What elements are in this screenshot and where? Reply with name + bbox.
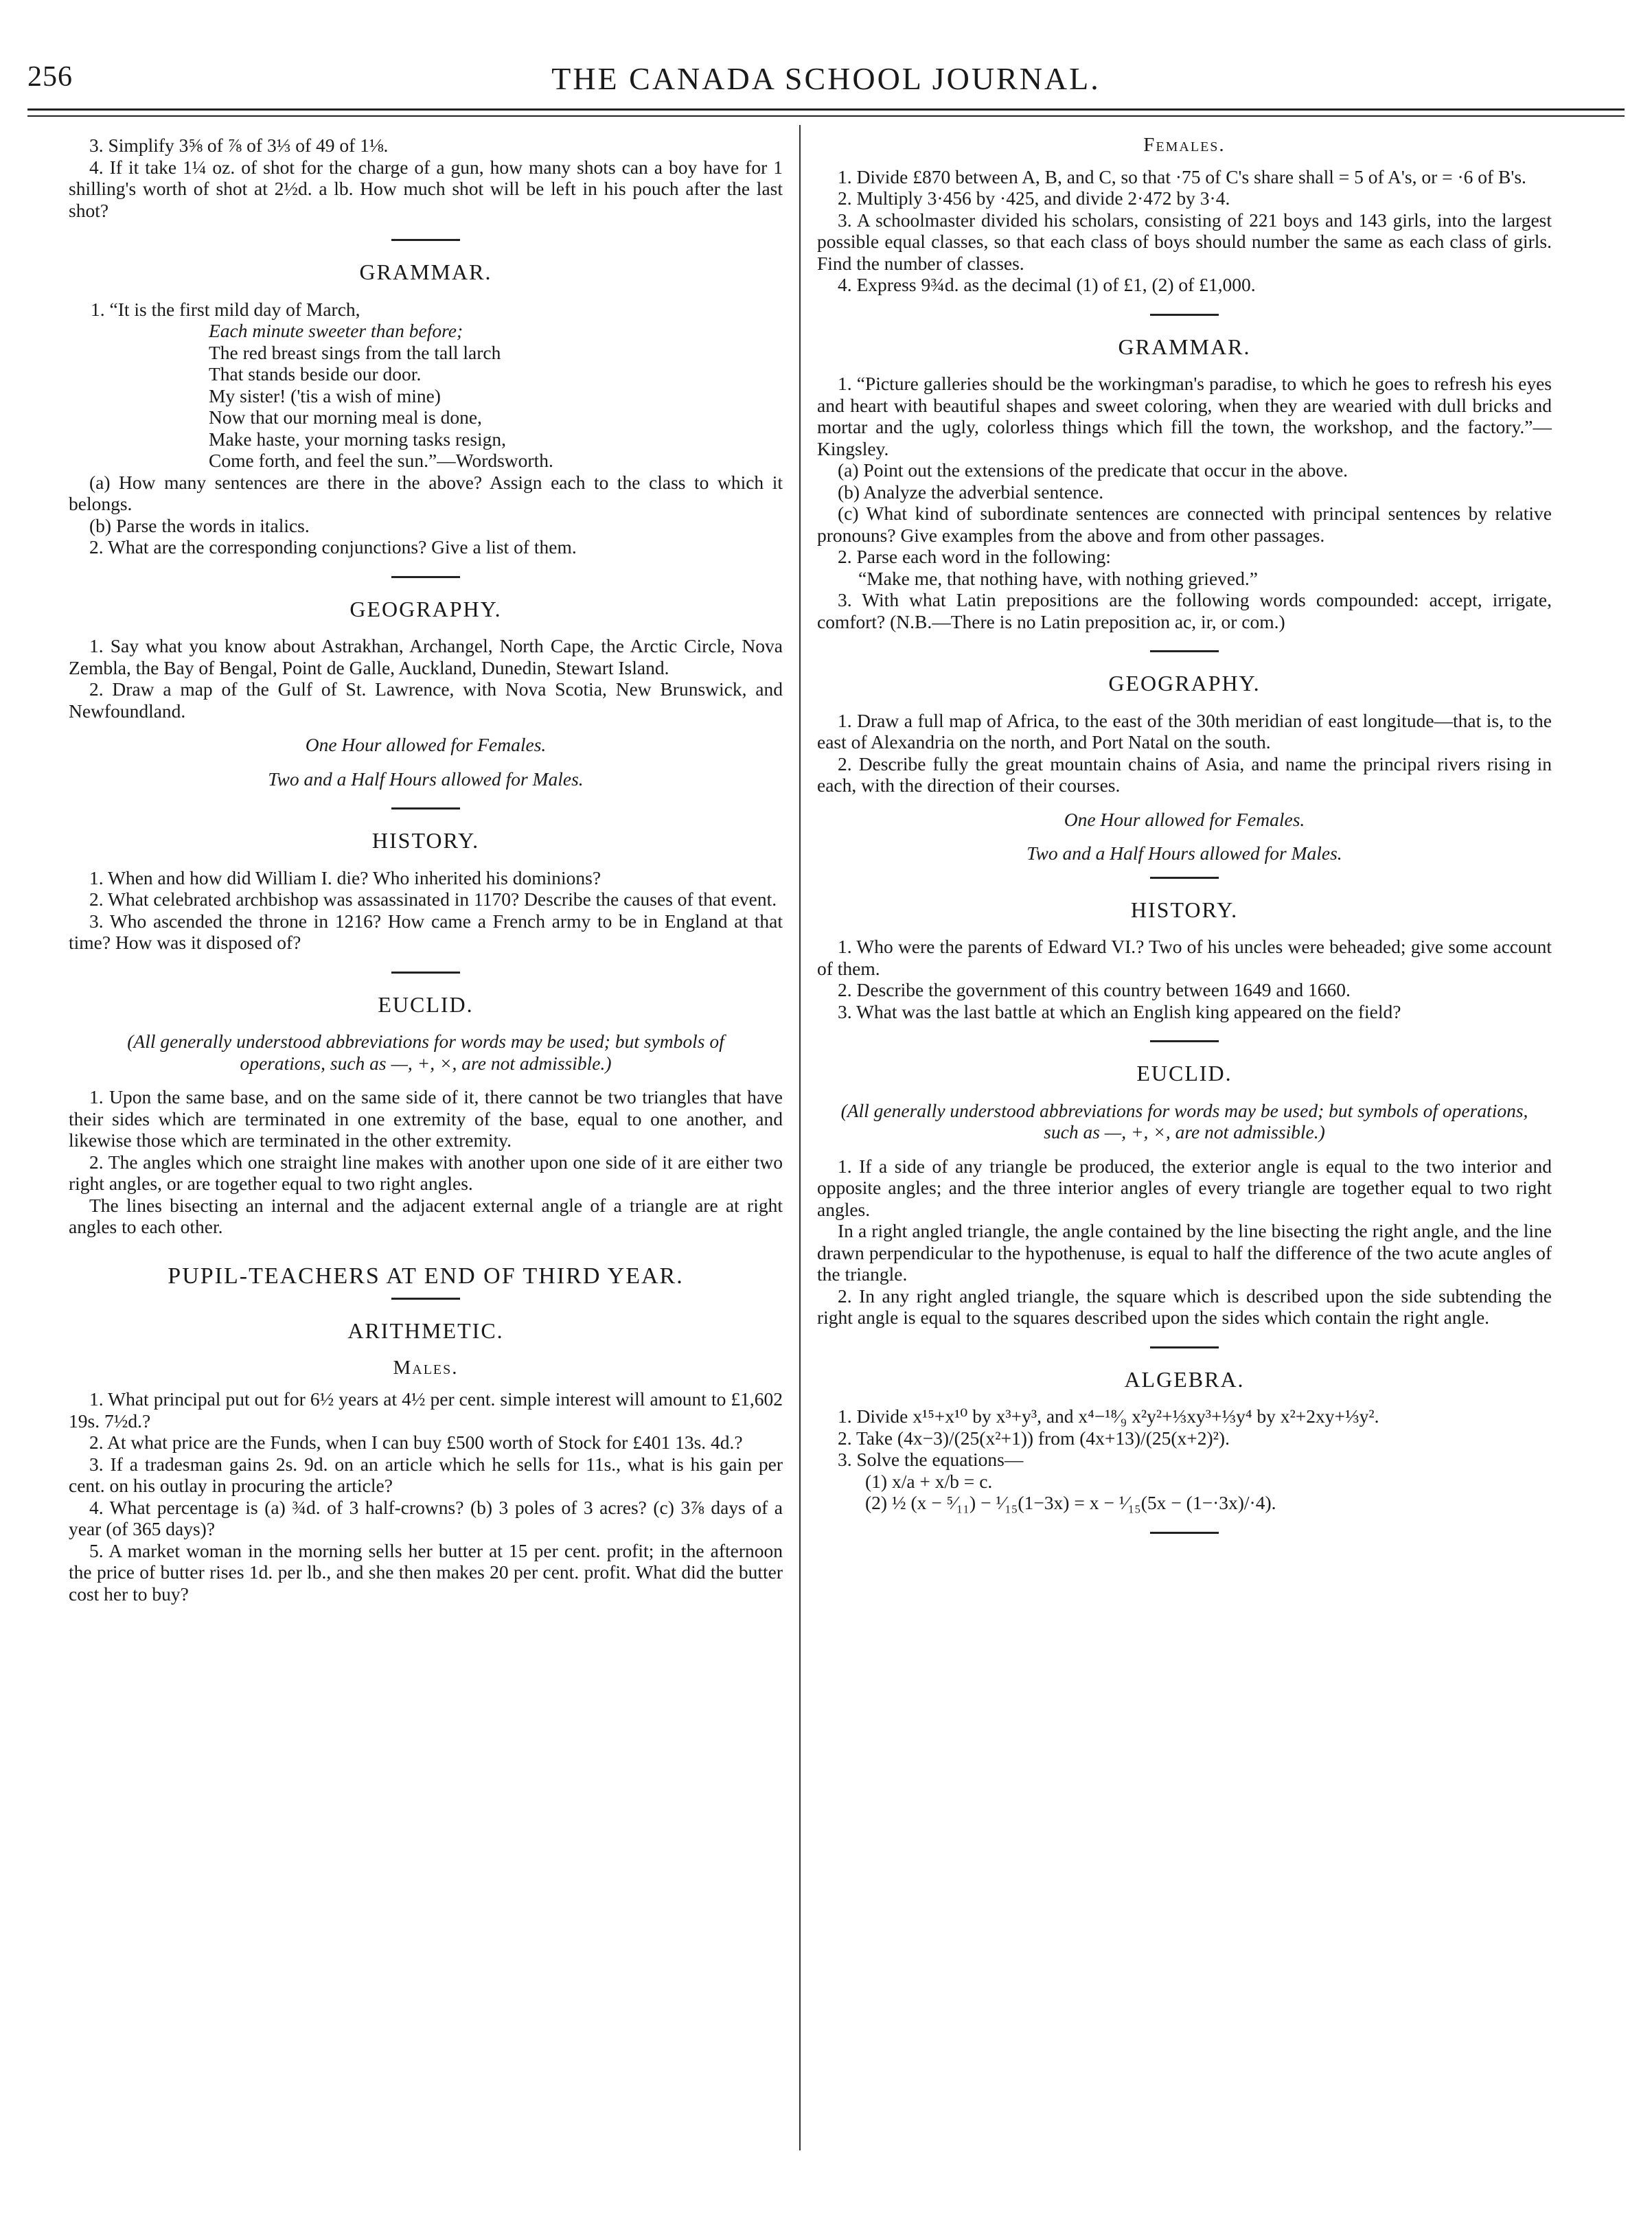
question: 3. Solve the equations— (838, 1449, 1024, 1470)
section-heading-history: HISTORY. (1130, 897, 1239, 922)
page-header (27, 60, 1625, 115)
poem-line: 1. “It is the first mild day of March, (91, 298, 360, 320)
section-heading-history: HISTORY. (371, 828, 480, 853)
question: 1. Upon the same base, and on the same side of it, there cannot be two triangles that have their sides which are terminated in one extremity of the base, equal to one another, and likewise those which are terminated in the other extremity. (69, 1086, 783, 1151)
section-separator (391, 239, 460, 241)
question: 1. “Picture galleries should be the workingman's paradise, to which he goes to refresh his eyes and heart with beautiful shapes and sweet coloring, when they are wearied with dull bricks and mortar and the ugly, colorless things which fill the town, the workshop, and the factory.”—Kingsley. (817, 373, 1552, 459)
section-heading-euclid: EUCLID. (1136, 1061, 1232, 1086)
section-separator (1150, 877, 1219, 879)
page-number: 256 (27, 61, 73, 93)
question: 1. When and how did William I. die? Who inherited his dominions? (89, 866, 601, 888)
poem-line: Each minute sweeter than before; (209, 320, 463, 341)
question: 2. Draw a map of the Gulf of St. Lawrence, with Nova Scotia, New Brunswick, and Newfoundland. (69, 678, 783, 722)
instruction-note: (All generally understood abbreviations for words may be used; but symbols of operations, such as —, +, ×, are not admissible.) (840, 1099, 1528, 1142)
poem (69, 299, 783, 472)
question: 2. Multiply 3·456 by ·425, and divide 2·472 by 3·4. (838, 187, 1230, 209)
header-rule-thin (27, 115, 1625, 117)
time-note: Two and a Half Hours allowed for Males. (1026, 842, 1342, 864)
instruction-note: (All generally understood abbreviations for words may be used; but symbols of operations, such as —, +, ×, are not admissible.) (127, 1031, 724, 1074)
question: 1. Divide x¹⁵+x¹⁰ by x³+y³, and x⁴−¹⁸⁄₉ x²y²+⅓xy³+⅓y⁴ by x²+2xy+⅓y². (838, 1405, 1379, 1427)
poem-line: Make haste, your morning tasks resign, (209, 428, 507, 450)
question: 2. What celebrated archbishop was assassinated in 1170? Describe the causes of that event. (89, 888, 777, 910)
question: 5. A market woman in the morning sells her butter at 15 per cent. profit; in the afternoon the price of butter rises 1d. per lb., and she then makes 20 per cent. profit. What did the butter cost her to buy? (69, 1539, 783, 1605)
question: 2. Take (4x−3)/(25(x²+1)) from (4x+13)/(25(x+2)²). (838, 1427, 1230, 1449)
section-heading-arithmetic: ARITHMETIC. (347, 1318, 504, 1343)
poem-line: My sister! ('tis a wish of mine) (209, 384, 441, 406)
question: 2. In any right angled triangle, the square which is described upon the side subtending the right angle is equal to the squares described upon the sides which contain the right angle. (817, 1285, 1552, 1328)
question: 1. Say what you know about Astrakhan, Archangel, North Cape, the Arctic Circle, Nova Zembla, the Bay of Bengal, Point de Galle, Auckland, Dunedin, Stewart Island. (69, 635, 783, 678)
question: 3. A schoolmaster divided his scholars, consisting of 221 boys and 143 girls, into the largest possible equal classes, so that each class of boys should number the same as each class of girls. Find the number of classes. (817, 209, 1552, 274)
equation: (1) x/a + x/b = c. (865, 1470, 993, 1492)
section-heading-grammar: GRAMMAR. (359, 260, 492, 284)
question: 1. What principal put out for 6½ years at 4½ per cent. simple interest will amount to £1,602 19s. 7½d.? (69, 1388, 783, 1432)
section-heading-geography: GEOGRAPHY. (1108, 671, 1261, 696)
section-separator (391, 1298, 460, 1300)
section-heading-euclid: EUCLID. (378, 991, 474, 1017)
section-separator (391, 576, 460, 578)
poem-line: That stands beside our door. (209, 363, 422, 384)
quote: “Make me, that nothing have, with nothing grieved.” (858, 567, 1258, 589)
poem-line: Come forth, and feel the sun.”—Wordsworth. (209, 450, 553, 471)
section-separator (391, 807, 460, 809)
question: 2. The angles which one straight line makes with another upon one side of it are either two right angles, or are together equal to two right angles. (69, 1151, 783, 1194)
question: 1. Divide £870 between A, B, and C, so that ·75 of C's share shall = 5 of A's, or = ·6 of B's. (838, 165, 1526, 187)
column-divider (799, 125, 801, 2150)
header-rule (27, 108, 1625, 111)
question: 4. Express 9¾d. as the decimal (1) of £1, (2) of £1,000. (838, 274, 1256, 295)
section-separator (1150, 314, 1219, 316)
question: (b) Analyze the adverbial sentence. (838, 481, 1104, 503)
section-title: PUPIL-TEACHERS AT END OF THIRD YEAR. (168, 1263, 684, 1289)
right-column (817, 135, 1552, 1534)
question: 4. If it take 1¼ oz. of shot for the charge of a gun, how many shots can a boy have for 1 shilling's worth of shot at 2½d. a lb. How much shot will be left in his pouch after the last shot? (69, 156, 783, 221)
question: 2. What are the corresponding conjunctions? Give a list of them. (89, 536, 577, 558)
poem-line: The red breast sings from the tall larch (209, 341, 501, 363)
section-heading-grammar: GRAMMAR. (1118, 334, 1251, 359)
question: (a) Point out the extensions of the predicate that occur in the above. (838, 459, 1349, 481)
question: (b) Parse the words in italics. (89, 514, 310, 536)
section-heading-algebra: ALGEBRA. (1124, 1366, 1245, 1392)
question: 1. Who were the parents of Edward VI.? Two of his uncles were beheaded; give some account of them. (817, 936, 1552, 979)
section-separator (1150, 1532, 1219, 1534)
question: 2. Describe fully the great mountain chains of Asia, and name the principal rivers rising in each, with the direction of their courses. (817, 753, 1552, 796)
question: 2. Describe the government of this country between 1649 and 1660. (838, 979, 1351, 1000)
question: 3. Who ascended the throne in 1216? How came a French army to be in England at that time? How was it disposed of? (69, 910, 783, 953)
section-heading-geography: GEOGRAPHY. (349, 596, 502, 621)
time-note: One Hour allowed for Females. (1064, 808, 1305, 830)
section-separator (391, 972, 460, 974)
question: 3. If a tradesman gains 2s. 9d. on an article which he sells for 11s., what is his gain per cent. on his outlay in procuring the article? (69, 1453, 783, 1496)
question: 3. With what Latin prepositions are the following words compounded: accept, irrigate, comfort? (N.B.—There is no Latin preposition ac, ir, or com.) (817, 589, 1552, 632)
time-note: Two and a Half Hours allowed for Males. (268, 768, 584, 790)
question: 2. Parse each word in the following: (838, 546, 1111, 567)
section-separator (1150, 1346, 1219, 1348)
question: (a) How many sentences are there in the above? Assign each to the class to which it belongs. (69, 471, 783, 514)
question: The lines bisecting an internal and the adjacent external angle of a triangle are at right angles to each other. (69, 1194, 783, 1237)
question: 3. What was the last battle at which an English king appeared on the field? (838, 1000, 1401, 1022)
poem-line: Now that our morning meal is done, (209, 406, 482, 428)
left-column (69, 135, 783, 1605)
question: In a right angled triangle, the angle contained by the line bisecting the right angle, and the line drawn perpendicular to the hypothenuse, is equal to half the difference of the two acute angles of the triangle. (817, 1220, 1552, 1285)
question: 4. What percentage is (a) ¾d. of 3 half-crowns? (b) 3 poles of 3 acres? (c) 3⅞ days of a year (of 365 days)? (69, 1496, 783, 1539)
section-separator (1150, 650, 1219, 652)
question: 1. If a side of any triangle be produced, the exterior angle is equal to the two interior and opposite angles; and the three interior angles of every triangle are together equal to two right angles. (817, 1155, 1552, 1220)
section-separator (1150, 1040, 1219, 1042)
equation: (2) ½ (x − ⁵⁄₁₁) − ¹⁄₁₅(1−3x) = x − ¹⁄₁₅(5x − (1−·3x)/·4). (865, 1492, 1276, 1513)
question: 3. Simplify 3⅝ of ⅞ of 3⅓ of 49 of 1⅛. (89, 135, 389, 156)
question: 2. At what price are the Funds, when I can buy £500 worth of Stock for £401 13s. 4d.? (89, 1432, 743, 1453)
time-note: One Hour allowed for Females. (305, 734, 547, 755)
subheading-females: Females. (1143, 134, 1226, 156)
question: 1. Draw a full map of Africa, to the east of the 30th meridian of east longitude—that is, to the east of Alexandria on the north, and Port Natal on the south. (817, 709, 1552, 753)
subheading-males: Males. (393, 1356, 459, 1379)
question: (c) What kind of subordinate sentences are connected with principal sentences by relative pronouns? Give examples from the above and from other passages. (817, 503, 1552, 546)
journal-title: THE CANADA SCHOOL JOURNAL. (551, 61, 1101, 96)
